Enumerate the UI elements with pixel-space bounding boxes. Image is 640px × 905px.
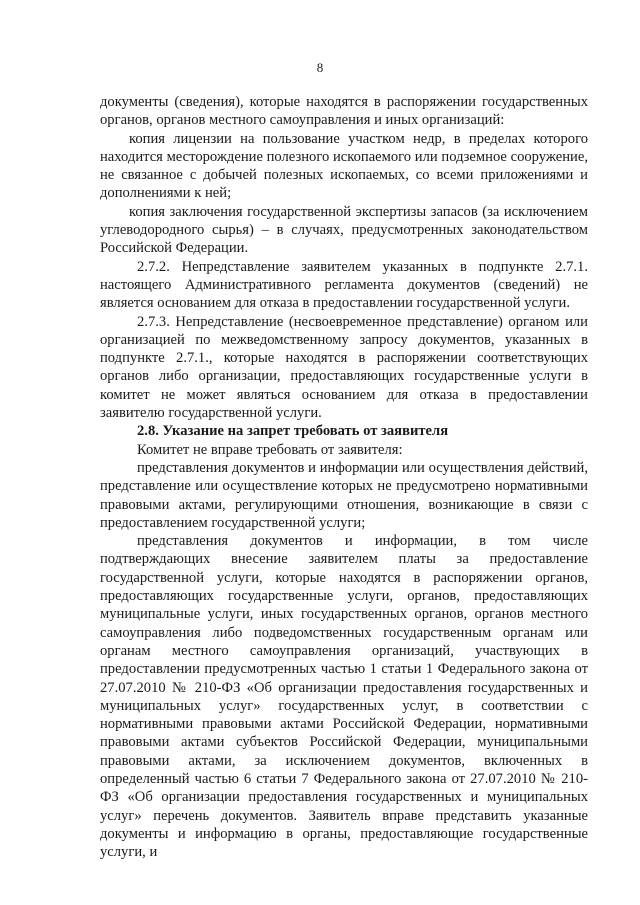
paragraph-expertise-copy: копия заключения государственной экспертизы запасов (за исключением углеводородного сырья) – в случаях, предусмотренных законодательством Российской Федерации. [100, 203, 588, 257]
paragraph-representation-including-payment: представления документов и информации, в том числе подтверждающих внесение заявителем платы за предоставление государственной услуги, которые находятся в распоряжении органов, предоставляющих государственные услуги, органов, предоставляющих муниципальные услуги, иных государственных органов, органов местного самоуправления либо подведомственных государственным органам или органам местного самоуправления организаций, участвующих в предоставлении предусмотренных частью 1 статьи 1 Федерального закона от 27.07.2010 № 210-ФЗ «Об организации предоставления государственных и муниципальных услуг» государственных услуг, в соответствии с нормативными правовыми актами Российской Федерации, нормативными правовыми актами субъектов Российской Федерации, муниципальными правовыми актами, за исключением документов, включенных в определенный частью 6 статьи 7 Федерального закона от 27.07.2010 № 210-ФЗ «Об организации предоставления государственных и муниципальных услуг» перечень документов. Заявитель вправе представить указанные документы и информацию в органы, предоставляющие государственные услуги, и [100, 533, 588, 861]
paragraph-2-7-3: 2.7.3. Непредставление (несвоевременное представление) органом или организацией по межведомственному запросу документов, указанных в подпункте 2.7.1., которые находятся в распоряжении соответствующих органов либо организации, предоставляющих государственные услуги в комитет не может являться основанием для отказа в предоставлении заявителю государственной услуги. [100, 313, 588, 422]
paragraph-committee-not-entitled: Комитет не вправе требовать от заявителя: [137, 441, 403, 458]
paragraph-license-copy: копия лицензии на пользование участком недр, в пределах которого находится месторождение полезного ископаемого или подземное сооружение, не связанное с добычей полезных ископаемых, со всеми приложениями и дополнениями к ней; [100, 130, 588, 202]
section-heading-2-8: 2.8. Указание на запрет требовать от заявителя [137, 423, 449, 440]
paragraph-representation-documents: представления документов и информации или осуществления действий, представление или осуществление которых не предусмотрено нормативными правовыми актами, регулирующими отношения, возникающие в связи с предоставлением государственной услуги; [100, 459, 588, 531]
document-body [100, 93, 588, 861]
paragraph-documents-intro: документы (сведения), которые находятся в распоряжении государственных органов, органов местного самоуправления и иных организаций: [100, 94, 588, 129]
paragraph-2-7-2: 2.7.2. Непредставление заявителем указанных в подпункте 2.7.1. настоящего Административного регламента документов (сведений) не является основанием для отказа в предоставлении государственной услуги. [100, 258, 588, 312]
page-number: 8 [316, 60, 324, 75]
